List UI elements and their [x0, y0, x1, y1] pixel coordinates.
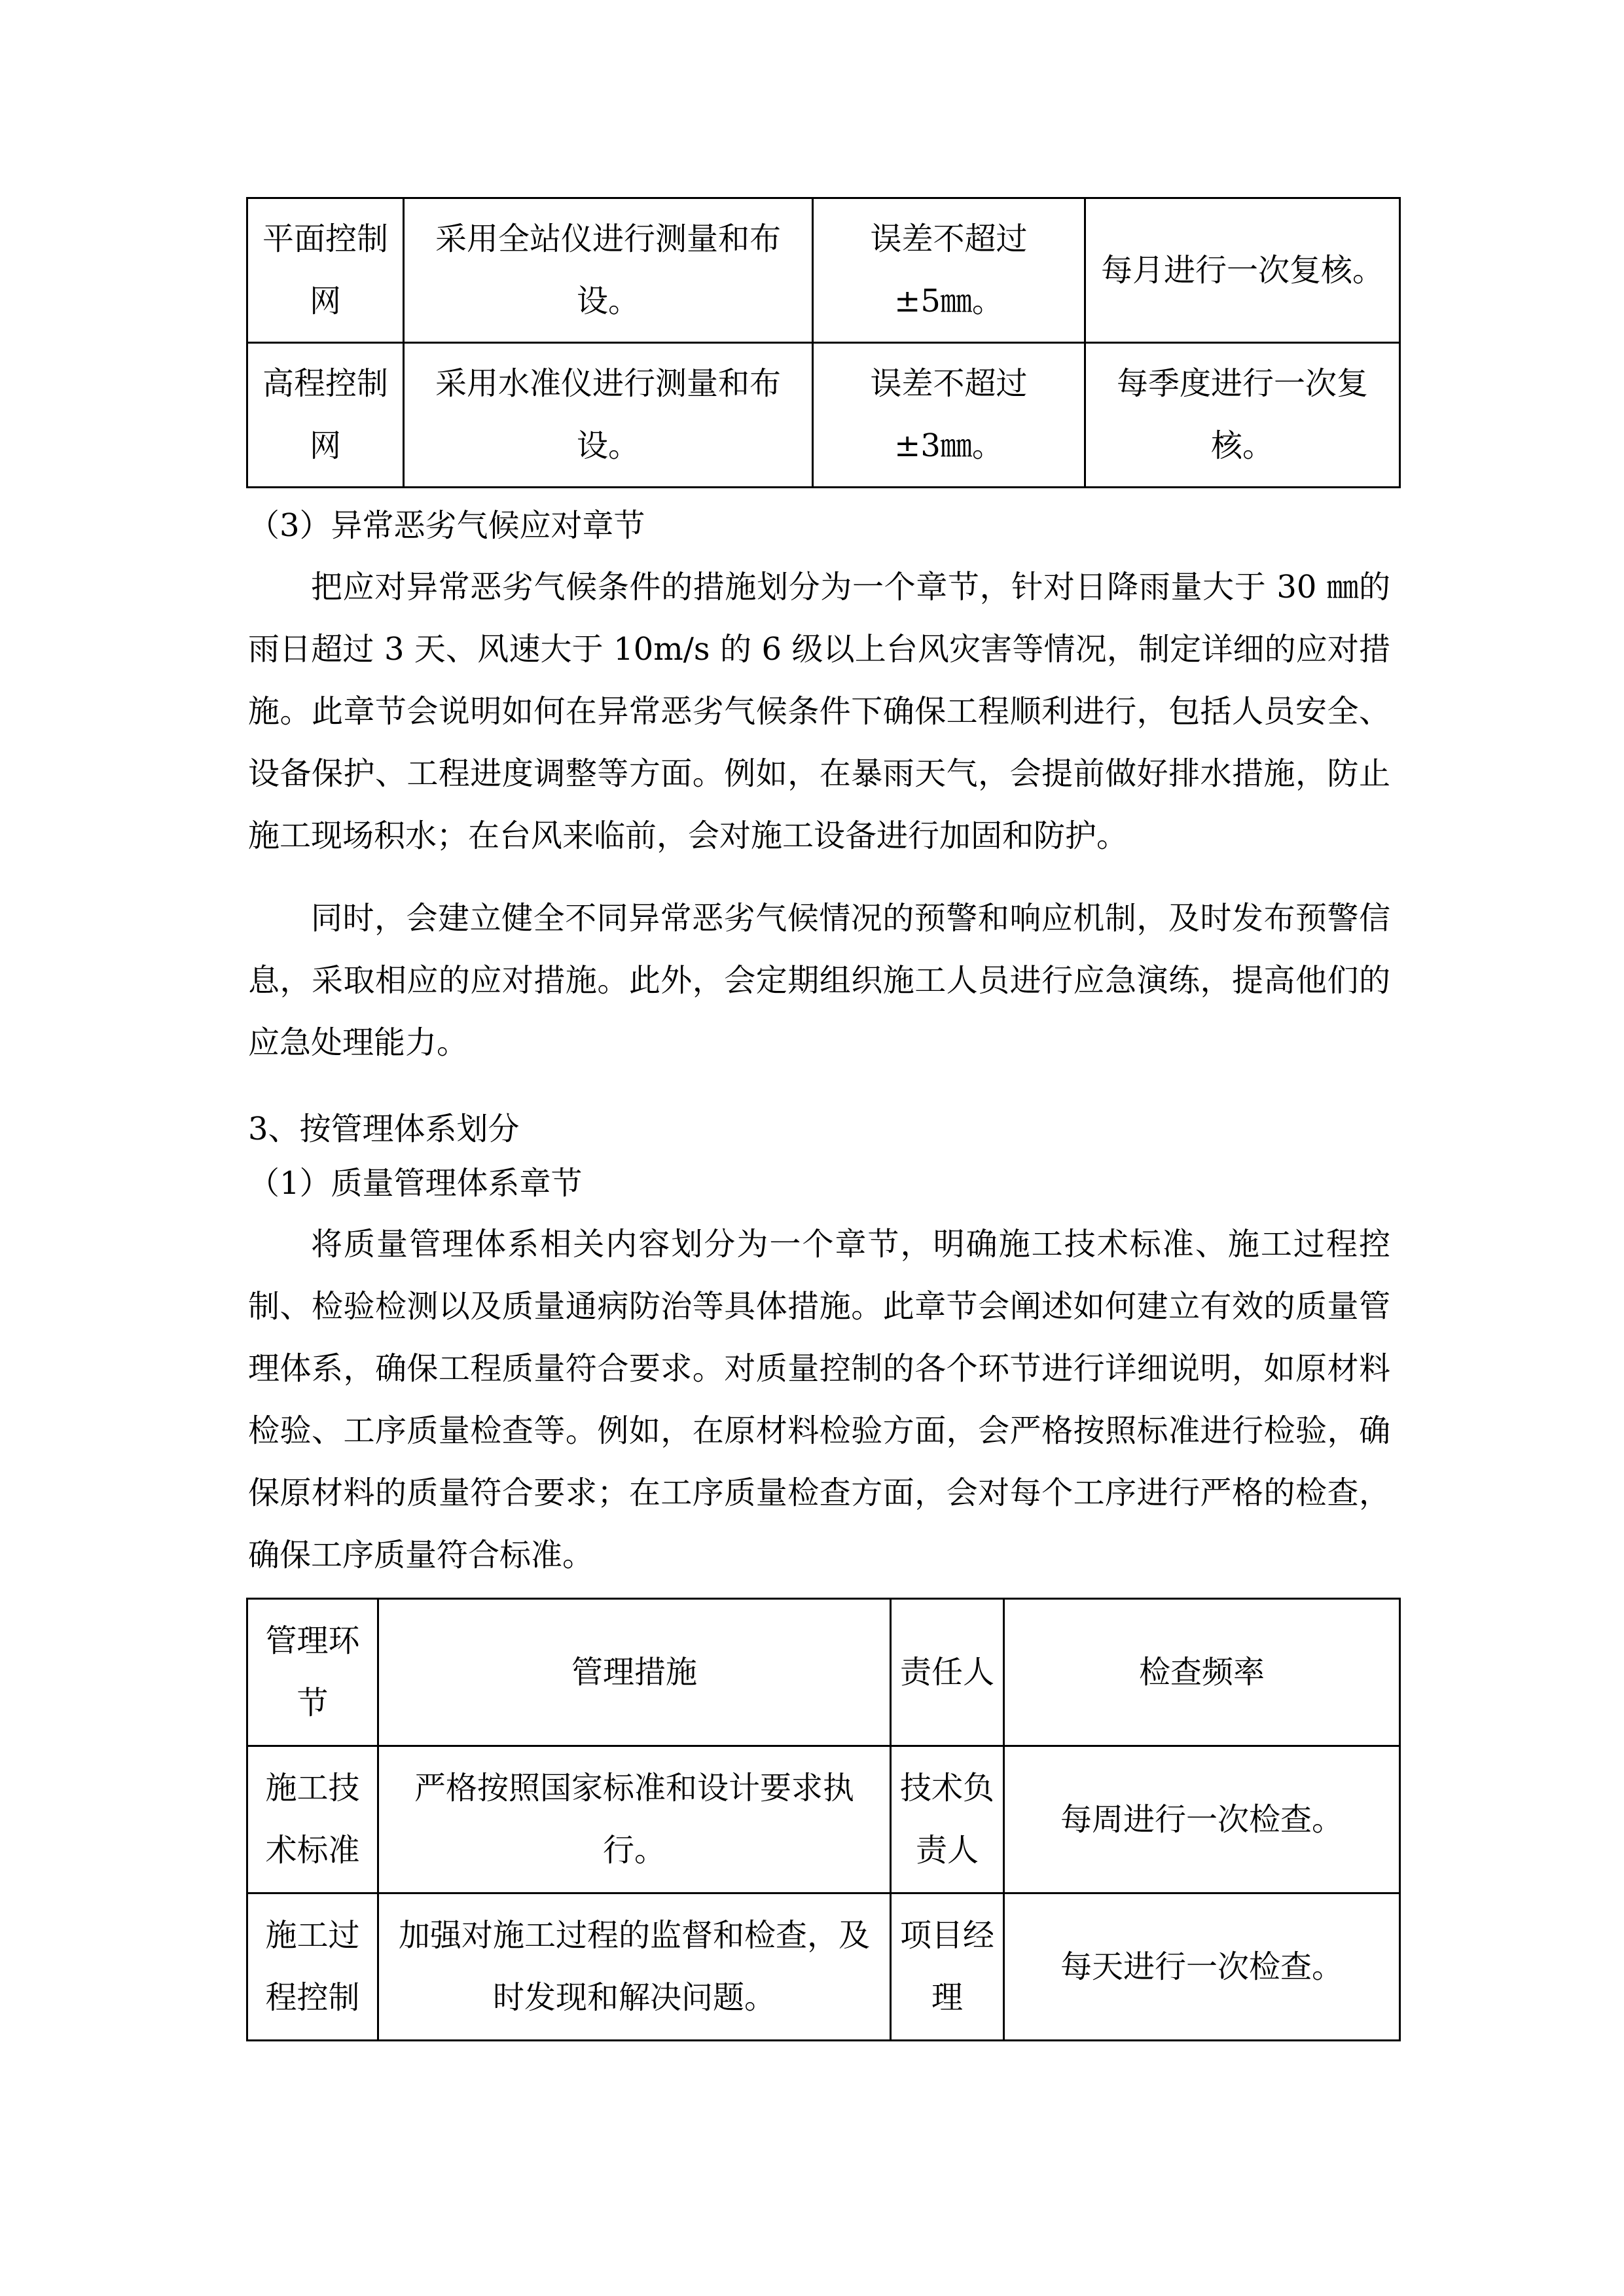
table-row: [247, 198, 1400, 343]
table-row: [247, 1893, 1400, 2041]
table-row: [247, 343, 1400, 488]
table-header-row: [247, 1599, 1400, 1746]
table-cell: 每周进行一次检查。: [1004, 1746, 1400, 1893]
table-cell: 采用全站仪进行测量和布设。: [404, 198, 813, 343]
table-cell: 每月进行一次复核。: [1085, 198, 1400, 343]
paragraph: 把应对异常恶劣气候条件的措施划分为一个章节，针对日降雨量大于 30 ㎜的雨日超过 3 天、风速大于 10m/s 的 6 级以上台风灾害等情况，制定详细的应对措施。此章节会说明如何在异常恶劣气候条件下确保工程顺利进行，包括人员安全、设备保护、工程进度调整等方面。例如，在暴雨天气，会提前做好排水措施，防止施工现场积水；在台风来临前，会对施工设备进行加固和防护。: [248, 569, 1390, 854]
table-cell: 每季度进行一次复核。: [1085, 343, 1400, 488]
table-cell: 技术负责人: [891, 1746, 1004, 1893]
table-cell: 严格按照国家标准和设计要求执行。: [378, 1746, 891, 1893]
part-heading: 3、按管理体系划分: [248, 1111, 520, 1147]
table-cell: 采用水准仪进行测量和布设。: [404, 343, 813, 488]
table-cell: 施工技术标准: [247, 1746, 378, 1893]
table-cell: 平面控制网: [247, 198, 404, 343]
control-network-table: [246, 197, 1401, 488]
table-cell: 误差不超过±3㎜。: [813, 343, 1085, 488]
table-header-cell: 检查频率: [1004, 1599, 1400, 1746]
table-cell: 加强对施工过程的监督和检查，及时发现和解决问题。: [378, 1893, 891, 2041]
section-heading: （3）异常恶劣气候应对章节: [248, 507, 645, 544]
paragraph: 同时，会建立健全不同异常恶劣气候情况的预警和响应机制，及时发布预警信息，采取相应的应对措施。此外，会定期组织施工人员进行应急演练，提高他们的应急处理能力。: [248, 900, 1390, 1061]
table-cell: 每天进行一次检查。: [1004, 1893, 1400, 2041]
paragraph: 将质量管理体系相关内容划分为一个章节，明确施工技术标准、施工过程控制、检验检测以及质量通病防治等具体措施。此章节会阐述如何建立有效的质量管理体系，确保工程质量符合要求。对质量控制的各个环节进行详细说明，如原材料检验、工序质量检查等。例如，在原材料检验方面，会严格按照标准进行检验，确保原材料的质量符合要求；在工序质量检查方面，会对每个工序进行严格的检查，确保工序质量符合标准。: [248, 1226, 1390, 1573]
section-heading: （1）质量管理体系章节: [248, 1165, 583, 1202]
table-cell: 高程控制网: [247, 343, 404, 488]
table-header-cell: 管理环节: [247, 1599, 378, 1746]
table-header-cell: 管理措施: [378, 1599, 891, 1746]
table-cell: 施工过程控制: [247, 1893, 378, 2041]
table-row: [247, 1746, 1400, 1893]
quality-management-table: [246, 1598, 1401, 2041]
table-cell: 项目经理: [891, 1893, 1004, 2041]
table-header-cell: 责任人: [891, 1599, 1004, 1746]
table-cell: 误差不超过±5㎜。: [813, 198, 1085, 343]
